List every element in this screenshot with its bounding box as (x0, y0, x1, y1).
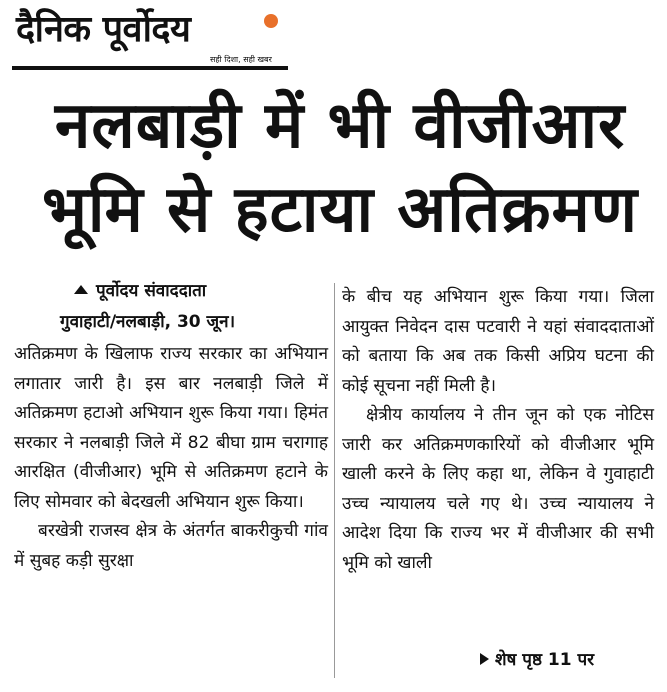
byline-text: पूर्वोदय संवाददाता (96, 281, 207, 301)
headline-line-2: भूमि से हटाया अतिक्रमण (41, 173, 639, 247)
arrow-right-icon (480, 653, 489, 665)
column-2-paragraph-1: के बीच यह अभियान शुरू किया गया। जिला आयुक्त निवेदन दास पटवारी ने यहां संवाददाताओं को बताया कि अब तक किसी अप्रिय घटना की कोई सूचना नहीं मिली है। (342, 287, 654, 396)
article-column-2 (342, 283, 654, 578)
masthead-rule (12, 66, 288, 70)
continuation-text: शेष पृष्ठ 11 पर (495, 650, 595, 670)
triangle-icon (74, 285, 88, 294)
headline (20, 84, 660, 252)
continuation-note (480, 648, 594, 672)
article-column-1 (14, 340, 328, 576)
column-divider (334, 283, 335, 678)
byline (74, 280, 324, 302)
newspaper-tagline: सही दिशा, सही खबर (210, 55, 272, 64)
column-2-paragraph-2: क्षेत्रीय कार्यालय ने तीन जून को एक नोटिस जारी कर अतिक्रमणकारियों को वीजीआर भूमि खाली करने के लिए कहा था, लेकिन वे गुवाहाटी उच्च न्यायालय चले गए थे। उच्च न्यायालय ने आदेश दिया कि राज्य भर में वीजीआर की सभी भूमि को खाली (342, 405, 654, 573)
dateline: गुवाहाटी/नलबाड़ी, 30 जून। (60, 312, 236, 332)
masthead-dot-icon (264, 14, 278, 28)
masthead (12, 6, 288, 72)
headline-line-1: नलबाड़ी में भी वीजीआर (54, 89, 626, 163)
column-1-paragraph-1: अतिक्रमण के खिलाफ राज्य सरकार का अभियान लगातार जारी है। इस बार नलबाड़ी जिले में अतिक्रमण हटाओ अभियान शुरू किया गया। हिमंत सरकार ने नलबाड़ी जिले में 82 बीघा ग्राम चरागाह आरक्षित (वीजीआर) भूमि से अतिक्रमण हटाने के लिए सोमवार को बेदखली अभियान शुरू किया। (14, 344, 328, 512)
newspaper-title: दैनिक पूर्वोदय (16, 9, 191, 50)
column-1-paragraph-2: बरखेत्री राजस्व क्षेत्र के अंतर्गत बाकरीकुची गांव में सुबह कड़ी सुरक्षा (14, 521, 328, 571)
